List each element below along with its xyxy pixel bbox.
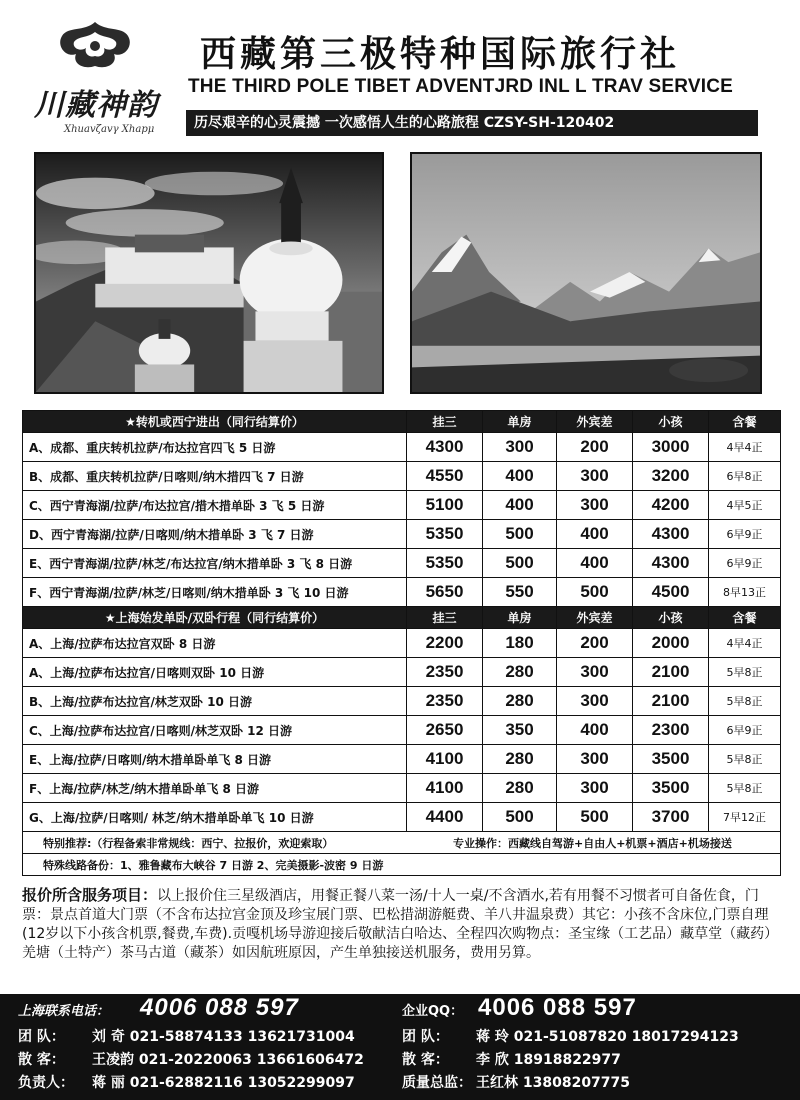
itinerary-row xyxy=(23,745,781,774)
itinerary-row xyxy=(23,549,781,578)
meals-included: 6早9正 xyxy=(709,520,781,549)
contact-bar xyxy=(0,994,800,1100)
potala-palace-photo xyxy=(34,152,384,394)
route-name: G、上海/拉萨/日喀则/ 林芝/纳木措单卧单飞 10 日游 xyxy=(23,803,407,832)
price-shared-triple: 5350 xyxy=(407,549,483,578)
contact-value[interactable]: 王凌韵 021-20220063 13661606472 xyxy=(92,1052,364,1068)
section1-rows xyxy=(23,433,781,607)
route-name: C、西宁青海湖/拉萨/布达拉宫/措木措单卧 3 飞 5 日游 xyxy=(23,491,407,520)
column-header: 小孩 xyxy=(633,411,709,433)
included-services xyxy=(22,886,784,963)
meals-included: 8早13正 xyxy=(709,578,781,607)
itinerary-row xyxy=(23,629,781,658)
qq-number[interactable]: 4006 088 597 xyxy=(478,994,637,1021)
contact-label: 团 队： xyxy=(402,1029,449,1045)
tibetan-ornament-icon xyxy=(54,18,136,74)
company-logo xyxy=(24,18,174,135)
contact-row xyxy=(18,1072,355,1092)
section2-rows xyxy=(23,629,781,832)
contact-row xyxy=(402,1026,739,1046)
phone-number[interactable]: 4006 088 597 xyxy=(140,994,299,1021)
logo-name: 川藏神韵 xyxy=(34,88,158,123)
route-name: A、成都、重庆转机拉萨/布达拉宫四飞 5 日游 xyxy=(23,433,407,462)
route-name: C、上海/拉萨布达拉宫/日喀则/林芝双卧 12 日游 xyxy=(23,716,407,745)
meals-included: 4早4正 xyxy=(709,433,781,462)
price-single-room: 500 xyxy=(483,803,557,832)
company-title-en: THE THIRD POLE TIBET ADVENTJRD INL L TRAV SERVICE xyxy=(188,76,734,97)
company-title-cn: 西藏第三极特种国际旅行社 xyxy=(200,34,681,75)
itinerary-row xyxy=(23,491,781,520)
meals-included: 6早9正 xyxy=(709,549,781,578)
price-child: 2000 xyxy=(633,629,709,658)
price-child: 2100 xyxy=(633,687,709,716)
special-routes-text: 特殊线路备份：1、雅鲁藏布大峡谷 7 日游 2、完美摄影-波密 9 日游 xyxy=(23,854,781,876)
phone-label: 上海联系电话： xyxy=(18,1004,110,1019)
route-name: E、西宁青海湖/拉萨/林芝/布达拉宫/纳木措单卧 3 飞 8 日游 xyxy=(23,549,407,578)
route-name: E、上海/拉萨/日喀则/纳木措单卧单飞 8 日游 xyxy=(23,745,407,774)
snow-mountain-lake-photo xyxy=(410,152,762,394)
contact-value[interactable]: 王红林 13808207775 xyxy=(476,1075,631,1091)
price-shared-triple: 4100 xyxy=(407,774,483,803)
note-row xyxy=(23,854,781,876)
price-single-room: 550 xyxy=(483,578,557,607)
price-foreigner-surcharge: 400 xyxy=(557,520,633,549)
contact-row xyxy=(18,1049,364,1069)
price-single-room: 400 xyxy=(483,462,557,491)
price-shared-triple: 4400 xyxy=(407,803,483,832)
itinerary-row xyxy=(23,462,781,491)
slogan-banner: 历尽艰辛的心灵震撼 一次感悟人生的心路旅程 CZSY-SH-120402 xyxy=(186,110,758,136)
price-single-room: 300 xyxy=(483,433,557,462)
price-child: 4500 xyxy=(633,578,709,607)
price-shared-triple: 5650 xyxy=(407,578,483,607)
meals-included: 5早8正 xyxy=(709,658,781,687)
price-child: 3200 xyxy=(633,462,709,491)
price-shared-triple: 4100 xyxy=(407,745,483,774)
column-header: 含餐 xyxy=(709,607,781,629)
meals-included: 6早8正 xyxy=(709,462,781,491)
price-child: 4300 xyxy=(633,549,709,578)
column-header: 单房 xyxy=(483,607,557,629)
price-foreigner-surcharge: 400 xyxy=(557,549,633,578)
contact-value[interactable]: 蒋 丽 021-62882116 13052299097 xyxy=(92,1075,355,1091)
meals-included: 4早4正 xyxy=(709,629,781,658)
route-name: B、上海/拉萨布达拉宫/林芝双卧 10 日游 xyxy=(23,687,407,716)
contact-label: 散 客： xyxy=(402,1052,449,1068)
price-shared-triple: 2350 xyxy=(407,687,483,716)
price-shared-triple: 2350 xyxy=(407,658,483,687)
price-child: 3700 xyxy=(633,803,709,832)
price-single-room: 280 xyxy=(483,745,557,774)
price-shared-triple: 4300 xyxy=(407,433,483,462)
contact-label: 团 队： xyxy=(18,1029,65,1045)
price-foreigner-surcharge: 200 xyxy=(557,629,633,658)
services-title: 报价所含服务项目： xyxy=(22,886,158,904)
logo-subtitle: Xhuavζavγ Xhapμ xyxy=(64,124,155,135)
price-child: 3500 xyxy=(633,774,709,803)
itinerary-row xyxy=(23,578,781,607)
route-name: B、成都、重庆转机拉萨/日喀则/纳木措四飞 7 日游 xyxy=(23,462,407,491)
price-child: 3000 xyxy=(633,433,709,462)
itinerary-row xyxy=(23,433,781,462)
meals-included: 5早8正 xyxy=(709,774,781,803)
section-title: ★上海始发单卧/双卧行程（同行结算价） xyxy=(23,607,407,629)
price-child: 4300 xyxy=(633,520,709,549)
itinerary-row xyxy=(23,658,781,687)
contact-label: 质量总监： xyxy=(402,1075,472,1091)
qq-label: 企业QQ： xyxy=(402,1004,464,1019)
column-header: 挂三 xyxy=(407,411,483,433)
special-recommend-text: 特别推荐:（行程备索非常规线：西宁、拉报价，欢迎索取） xyxy=(43,836,334,850)
column-header: 小孩 xyxy=(633,607,709,629)
price-single-room: 280 xyxy=(483,687,557,716)
price-single-room: 280 xyxy=(483,658,557,687)
price-foreigner-surcharge: 300 xyxy=(557,491,633,520)
price-shared-triple: 4550 xyxy=(407,462,483,491)
contact-label: 负责人： xyxy=(18,1075,74,1091)
price-foreigner-surcharge: 500 xyxy=(557,803,633,832)
price-single-room: 500 xyxy=(483,549,557,578)
column-header: 外宾差 xyxy=(557,607,633,629)
price-single-room: 500 xyxy=(483,520,557,549)
price-foreigner-surcharge: 400 xyxy=(557,716,633,745)
meals-included: 6早9正 xyxy=(709,716,781,745)
contact-label: 散 客： xyxy=(18,1052,65,1068)
column-header: 含餐 xyxy=(709,411,781,433)
contact-value[interactable]: 刘 奇 021-58874133 13621731004 xyxy=(92,1029,355,1045)
column-header: 单房 xyxy=(483,411,557,433)
route-name: A、上海/拉萨布达拉宫/日喀则双卧 10 日游 xyxy=(23,658,407,687)
meals-included: 4早5正 xyxy=(709,491,781,520)
price-single-room: 350 xyxy=(483,716,557,745)
contact-value[interactable]: 李 欣 18918822977 xyxy=(476,1052,621,1068)
price-child: 4200 xyxy=(633,491,709,520)
section-header-row xyxy=(23,411,781,433)
contact-row xyxy=(402,1049,621,1069)
route-name: F、上海/拉萨/林芝/纳木措单卧单飞 8 日游 xyxy=(23,774,407,803)
route-name: D、西宁青海湖/拉萨/日喀则/纳木措单卧 3 飞 7 日游 xyxy=(23,520,407,549)
section-header-row xyxy=(23,607,781,629)
price-table xyxy=(22,410,781,876)
meals-included: 5早8正 xyxy=(709,687,781,716)
price-foreigner-surcharge: 300 xyxy=(557,687,633,716)
price-child: 2100 xyxy=(633,658,709,687)
column-header: 外宾差 xyxy=(557,411,633,433)
contact-row xyxy=(402,1072,630,1092)
price-single-room: 400 xyxy=(483,491,557,520)
price-child: 2300 xyxy=(633,716,709,745)
price-single-room: 180 xyxy=(483,629,557,658)
column-header: 挂三 xyxy=(407,607,483,629)
price-shared-triple: 2650 xyxy=(407,716,483,745)
contact-value[interactable]: 蒋 玲 021-51087820 18017294123 xyxy=(476,1029,739,1045)
price-shared-triple: 5350 xyxy=(407,520,483,549)
price-foreigner-surcharge: 300 xyxy=(557,774,633,803)
section-title: ★转机或西宁进出（同行结算价） xyxy=(23,411,407,433)
price-shared-triple: 5100 xyxy=(407,491,483,520)
meals-included: 5早8正 xyxy=(709,745,781,774)
price-foreigner-surcharge: 200 xyxy=(557,433,633,462)
route-name: F、西宁青海湖/拉萨/林芝/日喀则/纳木措单卧 3 飞 10 日游 xyxy=(23,578,407,607)
meals-included: 7早12正 xyxy=(709,803,781,832)
contact-row xyxy=(18,1026,355,1046)
professional-ops-text: 专业操作：西藏线自驾游+自由人+机票+酒店+机场接送 xyxy=(453,836,732,850)
itinerary-row xyxy=(23,716,781,745)
itinerary-row xyxy=(23,520,781,549)
route-name: A、上海/拉萨布达拉宫双卧 8 日游 xyxy=(23,629,407,658)
price-foreigner-surcharge: 300 xyxy=(557,462,633,491)
itinerary-row xyxy=(23,774,781,803)
itinerary-row xyxy=(23,803,781,832)
special-recommend-cell xyxy=(23,832,781,854)
price-child: 3500 xyxy=(633,745,709,774)
price-shared-triple: 2200 xyxy=(407,629,483,658)
price-foreigner-surcharge: 500 xyxy=(557,578,633,607)
price-foreigner-surcharge: 300 xyxy=(557,745,633,774)
price-foreigner-surcharge: 300 xyxy=(557,658,633,687)
note-row xyxy=(23,832,781,854)
price-single-room: 280 xyxy=(483,774,557,803)
itinerary-row xyxy=(23,687,781,716)
services-text: 以上报价住三星级酒店，用餐正餐八菜一汤/十人一桌/不含酒水,若有用餐不习惯者可自备佐食，门票：景点首道大门票（不含布达拉宫金顶及珍宝展门票、巴松措湖游艇费、羊八井温泉费）其它：小孩不含床位,门票自理(12岁以下小孩含机票,餐费,车费).贡嘎机场导游迎接后敬献洁白哈达、全程四次购物点：圣宝缘（工艺品）藏草堂（藏药）羌塘（土特产）茶马古道（藏茶）如因航班原因，产生单独接送机服务，费用另算。 xyxy=(22,888,779,961)
